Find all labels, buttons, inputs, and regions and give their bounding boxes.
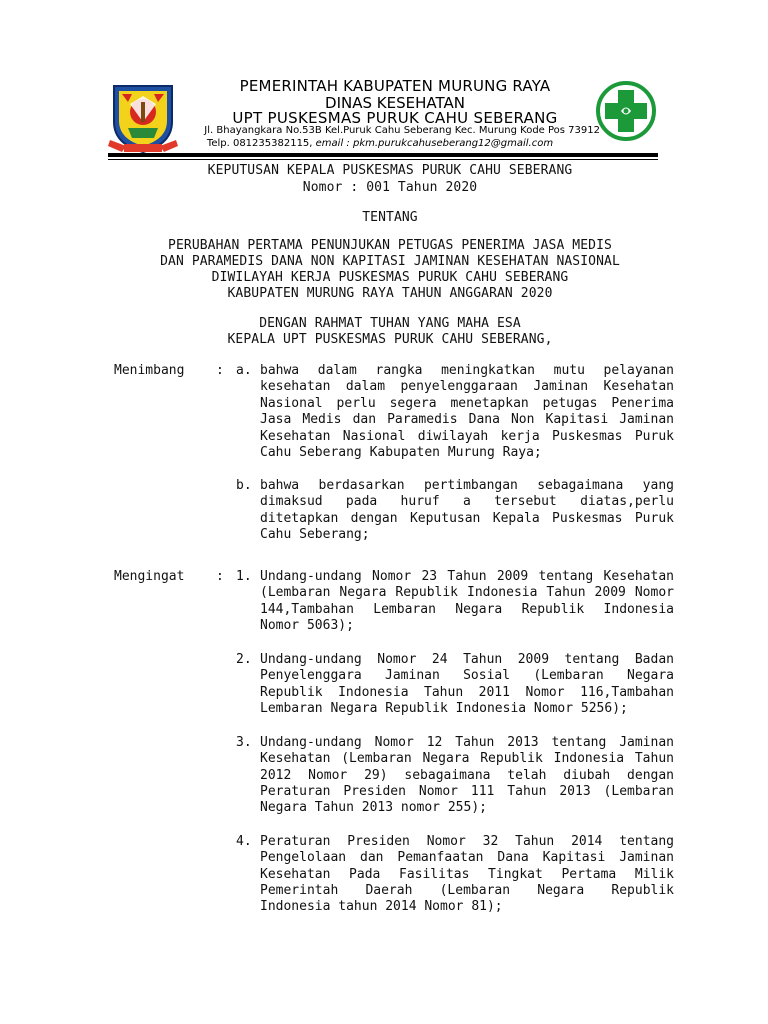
decree-subject-line: PERUBAHAN PERTAMA PENUNJUKAN PETUGAS PENERIMA JASA MEDIS — [168, 238, 612, 253]
menimbang-item-text: bahwa dalam rangka meningkatkan mutu pelayanan kesehatan dalam penyelenggaraan Jaminan Kesehatan Nasional perlu segera menetapkan petugas Penerima Jasa Medis dan Paramedis Dana Non Kapitasi Jaminan Kesehatan Nasional diwilayah kerja Puskesmas Puruk Cahu Seberang Kabupaten Murung Raya; — [260, 363, 674, 461]
mengingat-marker: 2. — [236, 652, 252, 667]
menimbang-marker: a. — [236, 363, 252, 378]
letterhead-rule-thick — [108, 153, 658, 157]
decree-kepala: KEPALA UPT PUSKESMAS PURUK CAHU SEBERANG, — [227, 332, 553, 347]
mengingat-item-text: Undang-undang Nomor 23 Tahun 2009 tentang Kesehatan (Lembaran Negara Republik Indonesia Tahun 2009 Nomor 144,Tambahan Lembaran Negara Republik Indonesia Nomor 5063); — [260, 569, 674, 633]
decree-subject-line: DAN PARAMEDIS DANA NON KAPITASI JAMINAN KESEHATAN NASIONAL — [160, 254, 620, 269]
letterhead-address: Jl. Bhayangkara No.53B Kel.Puruk Cahu Seberang Kec. Murung Kode Pos 73912 — [204, 125, 600, 136]
regency-coat-of-arms-icon — [108, 82, 178, 154]
mengingat-item-text: Peraturan Presiden Nomor 32 Tahun 2014 tentang Pengelolaan dan Pemanfaatan Dana Kapitasi Jaminan Kesehatan Pada Fasilitas Tingkat Pertama Milik Pemerintah Daerah (Lembaran Negara Republik Indonesia tahun 2014 Nomor 81); — [260, 834, 674, 915]
letterhead-rule-thin — [108, 159, 658, 160]
mengingat-marker: 1. — [236, 569, 252, 584]
letterhead-puskesmas: UPT PUSKESMAS PURUK CAHU SEBERANG — [232, 109, 558, 127]
mengingat-marker: 4. — [236, 834, 252, 849]
mengingat-item-text: Undang-undang Nomor 24 Tahun 2009 tentang Badan Penyelenggara Jaminan Sosial (Lembaran Negara Republik Indonesia Tahun 2011 Nomor 116,Tambahan Lembaran Negara Republik Indonesia Nomor 5256); — [260, 652, 674, 716]
letterhead-government: PEMERINTAH KABUPATEN MURUNG RAYA — [239, 77, 551, 95]
mengingat-label: Mengingat — [114, 569, 185, 584]
menimbang-colon: : — [216, 363, 224, 378]
decree-subject-line: KABUPATEN MURUNG RAYA TAHUN ANGGARAN 2020 — [227, 286, 553, 301]
decree-title: KEPUTUSAN KEPALA PUSKESMAS PURUK CAHU SEBERANG — [207, 163, 573, 178]
mengingat-marker: 3. — [236, 735, 252, 750]
menimbang-item-text: bahwa berdasarkan pertimbangan sebagaimana yang dimaksud pada huruf a tersebut diatas,perlu ditetapkan dengan Keputusan Kepala Puskesmas Puruk Cahu Seberang; — [260, 478, 674, 543]
menimbang-label: Menimbang — [114, 363, 185, 378]
letterhead-department: DINAS KESEHATAN — [325, 94, 465, 112]
letterhead-contact — [180, 138, 580, 149]
menimbang-marker: b. — [236, 478, 252, 493]
letterhead-email: pkm.purukcahuseberang12@gmail.com — [352, 138, 554, 149]
decree-number: Nomor : 001 Tahun 2020 — [302, 180, 478, 195]
letterhead-telp: Telp. 081235382115, — [206, 138, 316, 149]
puskesmas-cross-logo-icon — [596, 80, 656, 142]
mengingat-colon: : — [216, 569, 224, 584]
letterhead-email-label: email : — [315, 138, 353, 149]
mengingat-item-text: Undang-undang Nomor 12 Tahun 2013 tentang Jaminan Kesehatan (Lembaran Negara Republik Indonesia Tahun 2012 Nomor 29) sebagaimana telah diubah dengan Peraturan Presiden Nomor 111 Tahun 2013 (Lembaran Negara Tahun 2013 nomor 255); — [260, 735, 674, 816]
decree-tentang: TENTANG — [362, 210, 418, 225]
decree-subject-line: DIWILAYAH KERJA PUSKESMAS PURUK CAHU SEBERANG — [211, 270, 569, 285]
decree-rahmat: DENGAN RAHMAT TUHAN YANG MAHA ESA — [259, 316, 521, 331]
